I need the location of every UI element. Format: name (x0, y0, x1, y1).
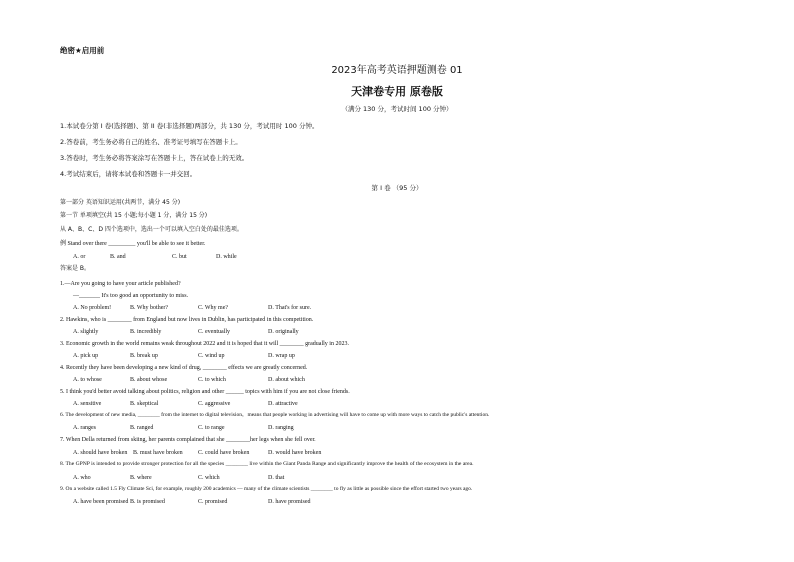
question-option: A. ranges (73, 425, 96, 431)
question-option: C. which (198, 475, 220, 481)
question-option: C. wind up (198, 353, 225, 359)
question-option: A. pick up (73, 353, 99, 359)
example-stem: 例 Stand over there _________ you'll be able to see it better. (60, 241, 206, 247)
question-stem: 1.—Are you going to have your article published? (60, 281, 181, 287)
question-stem: 8. The GPNP is intended to provide stronger protection for all the species ________ live within the Giant Panda Range and significantly improve the health of the ecosystem in the area. (60, 461, 474, 467)
question-option: B. must have broken (133, 450, 183, 456)
question-option: A. who (73, 475, 91, 481)
question-option: B. Why bother? (130, 305, 169, 311)
question-option: C. eventually (198, 329, 230, 335)
question-option: D. about which (268, 377, 305, 383)
question-option: D. wrap up (268, 353, 295, 359)
question-option: A. No problem! (73, 305, 112, 311)
question-option: A. sensitive (73, 401, 102, 407)
question-stem: 7. When Della returned from skiing, her parents complained that she ________her legs when she fell over. (60, 437, 316, 443)
question-option: C. to range (198, 425, 225, 431)
question-option: D. originally (268, 329, 299, 335)
question-option: D. That's for sure. (268, 305, 312, 311)
instruction-4: 4.考试结束后，请将本试卷和答题卡一并交回。 (60, 170, 197, 178)
question-option: C. to which (198, 377, 226, 383)
question-stem-reply: —_______ It's too good an opportunity to miss. (73, 293, 189, 299)
question-option: A. should have broken (73, 450, 128, 456)
question-stem: 2. Hawkins, who is ________ from England but now lives in Dublin, has participated in this competition. (60, 317, 314, 323)
question-option: D. would have broken (268, 450, 322, 456)
example-option-c: C. but (172, 254, 187, 260)
section-title: 第一部分 英语知识运用(共两节，满分 45 分) (60, 199, 181, 206)
example-option-d: D. while (216, 254, 237, 260)
question-option: B. where (130, 475, 152, 481)
question-stem: 3. Economic growth in the world remains weak throughout 2022 and it is hoped that it will ________ gradually in 2023. (60, 341, 349, 347)
directions: 从 A、B、C、D 四个选项中，选出一个可以填入空白处的最佳选项。 (60, 226, 243, 233)
question-option: C. could have broken (198, 450, 250, 456)
question-option: B. is promised (130, 499, 165, 505)
exam-info: （满分 130 分，考试时间 100 分钟） (341, 105, 453, 113)
example-option-a: A. or (73, 254, 86, 260)
question-option: B. break up (130, 353, 158, 359)
question-stem: 5. I think you'd better avoid talking about politics, religion and other ______ topics with him if you are not close friends. (60, 389, 350, 395)
question-option: A. slightly (73, 329, 99, 335)
example-answer: 答案是 B。 (60, 265, 91, 272)
question-option: A. to whose (73, 377, 102, 383)
question-option: D. attractive (268, 401, 298, 407)
question-option: D. ranging (268, 425, 294, 431)
question-option: B. ranged (130, 425, 154, 431)
part-title: 第 I 卷 （95 分） (371, 184, 423, 192)
subsection-title: 第一节 单项填空(共 15 小题;每小题 1 分，满分 15 分) (60, 212, 208, 219)
question-stem: 6. The development of new media, ________ from the internet to digital television，means that people working in advertising will have to come up with more ways to catch the public's attention. (60, 412, 490, 418)
instruction-3: 3.答卷时，考生务必将答案涂写在答题卡上，答在试卷上的无效。 (60, 154, 249, 162)
instruction-2: 2.答卷前，考生务必将自己的姓名、准考证号填写在答题卡上。 (60, 138, 242, 146)
question-option: B. incredibly (130, 329, 162, 335)
question-option: B. about whose (130, 377, 168, 383)
question-option: B. skeptical (130, 401, 159, 407)
question-option: D. have promised (268, 499, 311, 505)
page-subtitle: 天津卷专用 原卷版 (351, 85, 443, 98)
question-stem: 4. Recently they have been developing a new kind of drug, ________ effects we are greatly concerned. (60, 365, 308, 371)
example-option-b: B. and (110, 254, 126, 260)
secret-label: 绝密★启用前 (60, 46, 105, 55)
page-title: 2023年高考英语押题测卷 01 (331, 65, 463, 76)
question-option: C. Why me? (198, 305, 229, 311)
question-stem: 9. On a website called 1.5 Fly Climate Sci, for example, roughly 200 academics — many of the climate scientists ________ to fly as little as possible since the effort started two years ago. (60, 486, 473, 492)
question-option: C. aggressive (198, 401, 231, 407)
question-option: D. that (268, 475, 285, 481)
instruction-1: 1.本试卷分第 I 卷(选择题)、第 II 卷(非选择题)两部分，共 130 分，考试用时 100 分钟。 (60, 122, 319, 130)
question-option: A. have been promised (73, 499, 129, 505)
question-option: C. promised (198, 499, 228, 505)
